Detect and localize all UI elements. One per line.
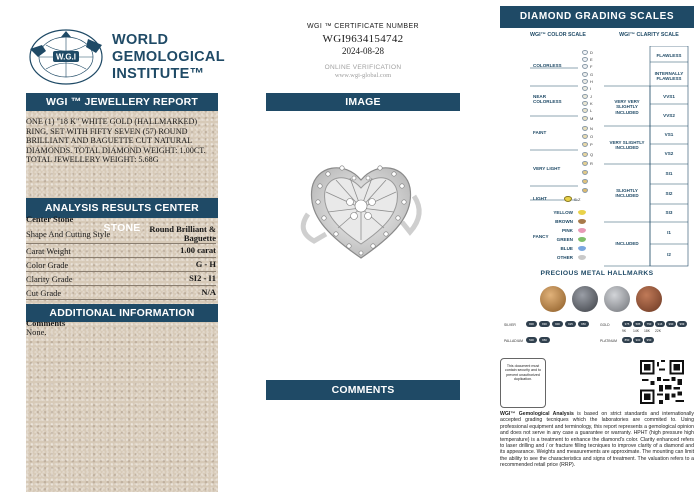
clarity-group-label: VERY VERY SLIGHTLY INCLUDED [614,99,640,115]
hallmark-chip: 950 [539,337,550,343]
hallmark-chip: 585 [633,321,643,327]
disclaimer-text [500,411,694,469]
analysis-row-clarity [26,272,216,286]
grading-scales-title: DIAMOND GRADING SCALES [500,6,694,28]
hallmark-chip: 500 [526,337,537,343]
analysis-label: Shape And Cutting Style [26,228,111,239]
comments-section-title: COMMENTS [266,380,460,400]
clarity-group-label: INCLUDED [615,241,639,247]
analysis-row-shape [26,224,216,244]
comments-value: None. [26,327,47,337]
logo [26,22,225,92]
color-group-label: LIGHT [533,196,547,201]
color-letter: S-Z [574,197,581,202]
color-letter: Q [590,152,594,157]
color-letter: M [590,116,594,121]
analysis-row-cut [26,286,216,300]
hallmark-chip: 950 [578,321,589,327]
gold-coin-icon [540,286,566,312]
analysis-value: G - H [195,259,216,269]
qr-code-icon[interactable] [640,360,684,404]
analysis-row-color [26,258,216,272]
clarity-grade: INTERNALLY FLAWLESS [654,70,684,81]
analysis-value: 1.00 carat [180,245,216,255]
clarity-scale-title: WGI™ CLARITY SCALE [619,32,679,38]
analysis-value: SI2 - I1 [189,273,216,283]
brand-name [112,32,225,83]
analysis-value: Round Brilliant & Baguette [149,223,216,243]
report-left-panel [26,22,225,492]
karat-label: 22K [655,329,662,333]
karat-label: 18K [644,329,651,333]
hallmark-chip: 830 [539,321,550,327]
rose-gold-coin-icon [636,286,662,312]
hallmark-chip: 900 [633,337,643,343]
clarity-grade: VVS1 [663,94,675,100]
fancy-color-label: YELLOW [553,210,573,215]
color-scale-title: WGI™ COLOR SCALE [530,32,586,38]
platinum-coin-icon [572,286,598,312]
website-link[interactable]: www.wgi-global.com [334,72,392,79]
hallmark-chip: 375 [622,321,632,327]
silver-coin-icon [604,286,630,312]
karat-label: 14K [633,329,640,333]
clarity-grade: VS1 [664,132,674,138]
color-group-label: NEAR COLORLESS [533,94,562,105]
brand-line-1: WORLD [112,31,169,48]
online-verification-label: ONLINE VERIFICATION [324,64,402,71]
color-group-label: FAINT [533,130,547,135]
certificate-middle-panel [266,18,460,488]
jewellery-report-title: WGI ™ JEWELLERY REPORT [26,93,218,111]
clarity-group-label: SLIGHTLY INCLUDED [615,187,639,198]
certificate-date: 2024-08-28 [342,46,384,56]
karat-label: 9K [622,329,627,333]
color-letter: I [590,86,592,91]
hallmark-row-label: PALLADIUM [504,339,523,343]
color-letter: L [590,108,593,113]
fancy-color-label: GREEN [556,237,573,242]
certificate-number: WGI9634154742 [322,33,404,45]
hallmark-row-label: SILVER [504,323,516,327]
hallmark-chip: 800 [526,321,537,327]
grading-scales-panel [500,6,694,492]
clarity-grade: I1 [667,230,671,236]
hallmark-chip: 950 [644,337,654,343]
fancy-color-label: BLUE [560,246,573,251]
color-letter: P [590,142,593,147]
certificate-number-title: WGI ™ CERTIFICATE NUMBER [306,23,419,30]
clarity-grade: SI3 [665,210,673,216]
analysis-results-title: ANALYSIS RESULTS CENTER STONE [26,198,218,218]
center-stone-label: Center Stone [26,214,74,224]
analysis-value: N/A [201,287,216,297]
analysis-label: Clarity Grade [26,273,73,284]
image-section-title: IMAGE [266,93,460,111]
hallmark-chip: 916 [655,321,665,327]
wgi-globe-icon [26,27,106,87]
additional-information-title: ADDITIONAL INFORMATION [26,304,218,322]
color-letter: N [590,126,593,131]
brand-line-2: GEMOLOGICAL [112,48,225,65]
fancy-color-label: BROWN [555,219,573,224]
clarity-grade: SI1 [665,171,673,177]
color-letter: J [590,94,592,99]
clarity-grade: I2 [667,252,671,258]
hallmark-row-label: PLATINUM [600,339,617,343]
hallmark-chip: 990 [666,321,676,327]
hallmark-chip: 900 [552,321,563,327]
color-letter: O [590,134,594,139]
fancy-color-label: OTHER [556,255,573,260]
hallmark-chip: 750 [644,321,654,327]
precious-metal-hallmarks-title: PRECIOUS METAL HALLMARKS [540,270,654,277]
svg-text:W.G.I: W.G.I [56,52,76,62]
color-letter: E [590,57,593,62]
disclaimer-lead: WGI™ Gemological Analysis [500,411,574,417]
security-notice-box: This document must contain security and to prevent unauthorized duplication. [500,358,546,408]
comments-section-body [266,400,460,490]
report-description: ONE (1) "18 K" WHITE GOLD (HALLMARKED) RING, SET WITH FIFTY SEVEN (57) ROUND BRILLIANT AND BAGUETTE CUT NATURAL DIAMONDS. TOTAL DIAMOND WEIGHT: 1.00CT. TOTAL JEWELLERY WEIGHT: 5.68G [26,117,206,165]
clarity-grade: VS2 [664,151,674,157]
fancy-label: FANCY [533,234,549,239]
color-letter: G [590,72,594,77]
hallmark-chip: 925 [565,321,576,327]
color-letter: H [590,79,593,84]
clarity-grade: FLAWLESS [656,53,682,59]
color-letter: D [590,50,593,55]
ring-photo [286,136,436,266]
hallmark-chip: 850 [622,337,632,343]
color-letter: R [590,161,593,166]
disclaimer-body: is based on strict standards and internationally accepted grading tecniques which the laboratories are commited to. Using professional equipment and terminology, this report represents a gemological opinion and does not serve in any case a guarantee or warranty. HPHT (high pressure high temperature) is a treatment to enhance the diamond's color. Clarity enhanced refers to laser drilling and / or fracture filling tecniques to improve clarity of a diamond and its appearance. Weights and measurements are approximate. The mounting can limit the ability to see the characteristics and signs of treatment. The valuation refers to a recommended retail price (RRP). [500,411,694,469]
clarity-grade: SI2 [665,191,673,197]
color-group-label: COLORLESS [533,63,562,68]
clarity-grade: VVS2 [663,113,675,119]
hallmark-chip: 999 [677,321,687,327]
brand-line-3: INSTITUTE™ [112,65,205,82]
color-letter: F [590,64,593,69]
comments-label: Comments [26,318,66,328]
hallmark-row-label: GOLD [600,323,610,327]
analysis-label: Carat Weight [26,245,71,256]
color-group-label: VERY LIGHT [533,166,561,171]
analysis-label: Cut Grade [26,287,62,298]
analysis-row-carat [26,244,216,258]
clarity-group-label: VERY SLIGHTLY INCLUDED [609,139,645,150]
color-letter: K [590,101,593,106]
analysis-label: Color Grade [26,259,69,270]
fancy-color-label: PINK [562,228,573,233]
